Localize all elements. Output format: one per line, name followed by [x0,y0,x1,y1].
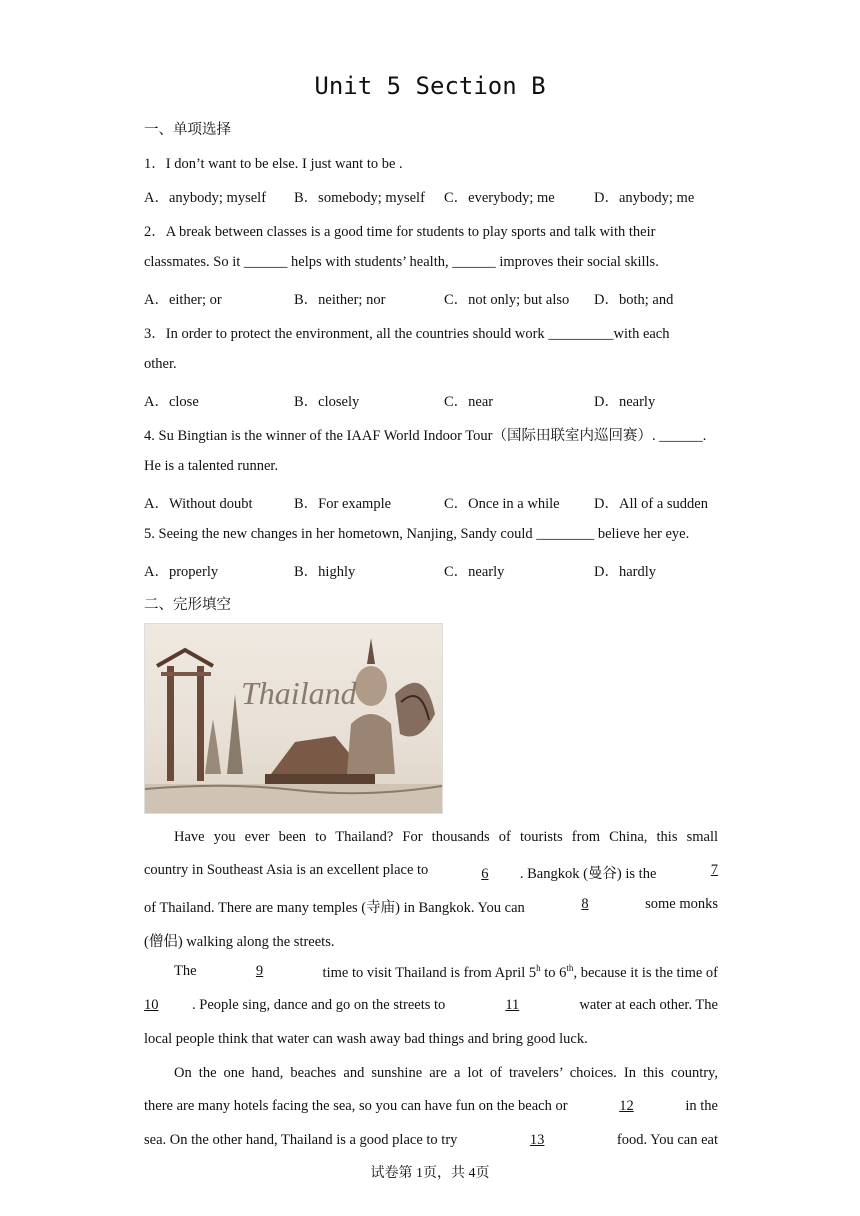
question-4-line-1: 4. Su Bingtian is the winner of the IAAF World Indoor Tour（国际田联室内巡回赛）. ______. [144,428,707,444]
question-5-line-1: 5. Seeing the new changes in her hometown, Nanjing, Sandy could ________ believe her eye. [144,526,690,542]
blank-6: 6 [481,866,489,882]
page-footer: 试卷第 1页，共 4页 [370,1166,490,1181]
question-3-line-2: other. [144,356,177,372]
page-title: Unit 5 Section B [314,72,546,100]
passage-text: of Thailand. There are many temples (寺庙) in Bangkok. You can [144,900,525,916]
q1-option-d: D．anybody; me [594,190,695,206]
passage-p1-line-1: Have you ever been to Thailand? For thousands of tourists from China, this small [174,829,718,845]
q1-option-a: A．anybody; myself [144,190,267,206]
passage-text: country in Southeast Asia is an excellent place to [144,862,429,878]
question-4-line-2: He is a talented runner. [144,458,279,474]
question-2-line-2: classmates. So it ______ helps with students’ health, ______ improves their social skills. [144,254,659,270]
blank-13: 13 [529,1132,545,1148]
thailand-illustration [144,623,443,814]
blank-7: 7 [710,862,718,878]
passage-text: The [174,963,197,979]
passage-text: some monks [645,896,718,912]
q4-option-d: D．All of a sudden [594,496,708,512]
blank-10: 10 [144,997,159,1013]
passage-p1-line-3 [144,896,718,917]
q2-option-d: D．both; and [594,292,674,308]
q5-option-b: B．highly [294,564,356,580]
q2-option-a: A．either; or [144,292,222,308]
q4-option-a: A．Without doubt [144,496,253,512]
section-heading-cloze: 二、完形填空 [144,597,231,613]
q4-option-c: C．Once in a while [444,496,560,512]
passage-p2-line-3: local people think that water can wash away bad things and bring good luck. [144,1031,588,1047]
passage-p2-line-1 [174,963,718,982]
passage-p2-line-2 [144,997,718,1014]
passage-text: , because it is the time of [573,964,718,981]
superscript: th [566,963,574,973]
q1-option-b: B．somebody; myself [294,190,425,206]
superscript: h [536,963,541,973]
passage-text: to 6 [540,964,567,981]
passage-p1-line-2 [144,862,718,883]
passage-p3-line-3 [144,1132,718,1149]
q4-option-b: B．For example [294,496,392,512]
q5-option-a: A．properly [144,564,219,580]
blank-11: 11 [505,997,520,1013]
q3-option-b: B．closely [294,394,360,410]
passage-text: sea. On the other hand, Thailand is a good place to try [144,1132,458,1148]
passage-text: there are many hotels facing the sea, so you can have fun on the beach or [144,1098,568,1114]
q2-option-c: C．not only; but also [444,292,570,308]
question-2-line-1: 2．A break between classes is a good time for students to play sports and talk with their [144,224,656,240]
question-3-line-1: 3．In order to protect the environment, all the countries should work _________with each [144,326,670,342]
passage-p3-line-1: On the one hand, beaches and sunshine are a lot of travelers’ choices. In this country, [174,1065,718,1081]
passage-text: time to visit Thailand is from April 5 [322,964,537,981]
q3-option-d: D．nearly [594,394,656,410]
passage-text: water at each other. The [579,997,718,1013]
thailand-sketch-icon [145,624,442,813]
blank-12: 12 [619,1098,634,1114]
q1-option-c: C．everybody; me [444,190,555,206]
q2-option-b: B．neither; nor [294,292,386,308]
thailand-caption: Thailand [241,675,357,711]
blank-9: 9 [255,963,264,979]
question-1: 1．I don’t want to be else. I just want to be . [144,156,403,172]
blank-8: 8 [581,896,589,912]
passage-p3-line-2 [144,1098,718,1115]
q3-option-c: C．near [444,394,494,410]
passage-text: . People sing, dance and go on the streets to [192,997,446,1013]
q5-option-d: D．hardly [594,564,657,580]
passage-text: in the [685,1098,718,1114]
section-heading-single-choice: 一、单项选择 [144,122,231,138]
passage-p1-line-4: (僧侣) walking along the streets. [144,934,335,950]
passage-text: . Bangkok (曼谷) is the [519,866,657,882]
q3-option-a: A．close [144,394,199,410]
passage-text: food. You can eat [616,1132,718,1148]
q5-option-c: C．nearly [444,564,505,580]
